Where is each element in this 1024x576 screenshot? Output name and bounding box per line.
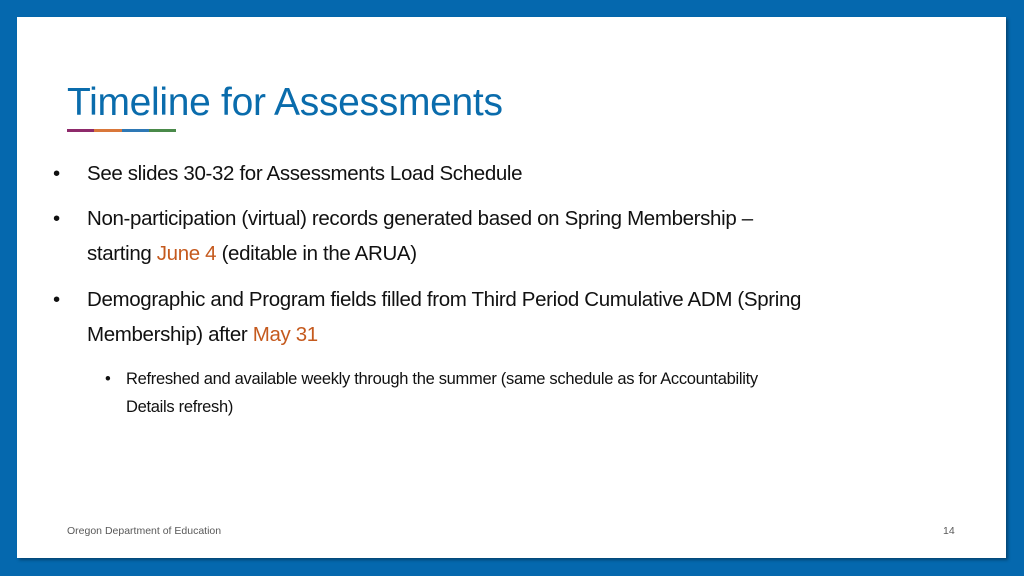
bullet-2-line-1: Non-participation (virtual) records generated based on Spring Membership – [87, 207, 753, 230]
page-number: 14 [943, 525, 955, 537]
bullet-2-line-2 [87, 242, 417, 266]
bullet-3-line-1: Demographic and Program fields filled from Third Period Cumulative ADM (Spring [87, 288, 802, 311]
footer-organization: Oregon Department of Education [67, 525, 222, 537]
accent-segment-orange [94, 129, 121, 132]
sub-bullet-line-2: Details refresh) [126, 398, 234, 416]
accent-segment-purple [67, 129, 94, 132]
date-highlight-june-4: June 4 [156, 242, 217, 265]
accent-segment-blue [122, 129, 149, 132]
slide-title: Timeline for Assessments [67, 81, 503, 124]
bullet-3-text-before: Membership) after [87, 323, 253, 346]
bullet-icon: • [53, 288, 61, 311]
sub-bullet-line-1: Refreshed and available weekly through the summer (same schedule as for Accountability [126, 370, 758, 388]
accent-segment-green [149, 129, 176, 132]
bullet-3-line-2 [87, 323, 318, 347]
bullet-2-text-after: (editable in the ARUA) [216, 242, 417, 265]
sub-bullet-icon: • [105, 370, 111, 388]
slide [17, 17, 1006, 558]
bullet-2-text-before: starting [87, 242, 157, 265]
bullet-icon: • [53, 207, 61, 230]
bullet-1-line-1: See slides 30-32 for Assessments Load Schedule [87, 162, 523, 185]
bullet-icon: • [53, 162, 61, 185]
title-accent-bar [67, 129, 176, 132]
date-highlight-may-31: May 31 [252, 323, 318, 346]
